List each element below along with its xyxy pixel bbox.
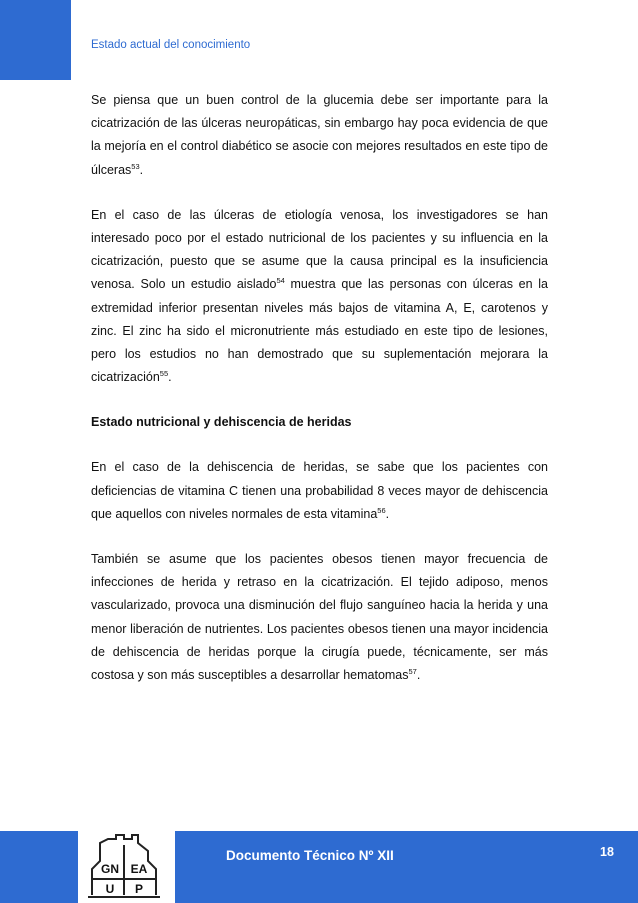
paragraph-tail: . [385,506,390,521]
paragraph-glucemia [91,89,548,182]
logo-text-ea: EA [130,862,148,876]
header-corner-block [0,0,71,80]
reference-superscript: 57 [408,667,417,677]
logo-text-p: P [134,882,144,896]
reference-superscript: 56 [377,505,386,515]
gneaupp-logo [78,831,175,903]
section-heading: Estado nutricional y dehiscencia de heridas [91,415,352,430]
page-body [91,89,548,709]
reference-superscript: 53 [131,161,140,171]
page-number: 18 [600,845,614,859]
logo-text-gn: GN [101,862,119,876]
paragraph-tail: . [168,370,172,385]
reference-superscript: 54 [276,276,285,286]
paragraph-text-continued: muestra que las personas con úlceras en la extremidad inferior presentan niveles más bajos de vitamina A, E, carotenos y zinc. El zinc ha sido el micronutriente más estudiado en este tipo de lesiones, pero los estudios no han demostrado que su suplementación mejorara la cicatrización [91,277,548,385]
reference-superscript: 55 [159,369,169,379]
paragraph-text: Se piensa que un buen control de la glucemia debe ser importante para la cicatrización de las úlceras neuropáticas, sin embargo hay poca evidencia de que la mejoría en el control diabético se asocie con mejores resultados en este tipo de úlceras [91,93,548,177]
paragraph-tail: . [416,668,421,683]
logo-graphic [78,831,175,903]
running-header: Estado actual del conocimiento [91,39,251,51]
paragraph-obesos [91,548,548,687]
paragraph-vitamina-c [91,456,548,526]
footer-document-title: Documento Técnico Nº XII [226,848,394,863]
logo-text-u: U [105,882,115,896]
paragraph-venosas [91,204,548,390]
paragraph-text: En el caso de las úlceras de etiología venosa, los investigadores se han interesado poco por el estado nutricional de los pacientes y su influencia en la cicatrización, puesto que se asume que la causa principal es la insuficiencia venosa. Solo un estudio aislado [91,207,548,292]
paragraph-text: En el caso de la dehiscencia de heridas, se sabe que los pacientes con deficiencias de vitamina C tienen una probabilidad 8 veces mayor de dehiscencia que aquellos con niveles normales de esta vitamina [91,460,548,521]
paragraph-text: También se asume que los pacientes obesos tienen mayor frecuencia de infecciones de herida y retraso en la cicatrización. El tejido adiposo, menos vascularizado, provoca una disminución del flujo sanguíneo hacia la herida y una menor liberación de nutrientes. Los pacientes obesos tienen una mayor incidencia de dehiscencia de heridas porque la cirugía puede, técnicamente, ser más costosa y son más susceptibles a desarrollar hematomas [91,552,548,683]
paragraph-tail: . [139,162,144,177]
